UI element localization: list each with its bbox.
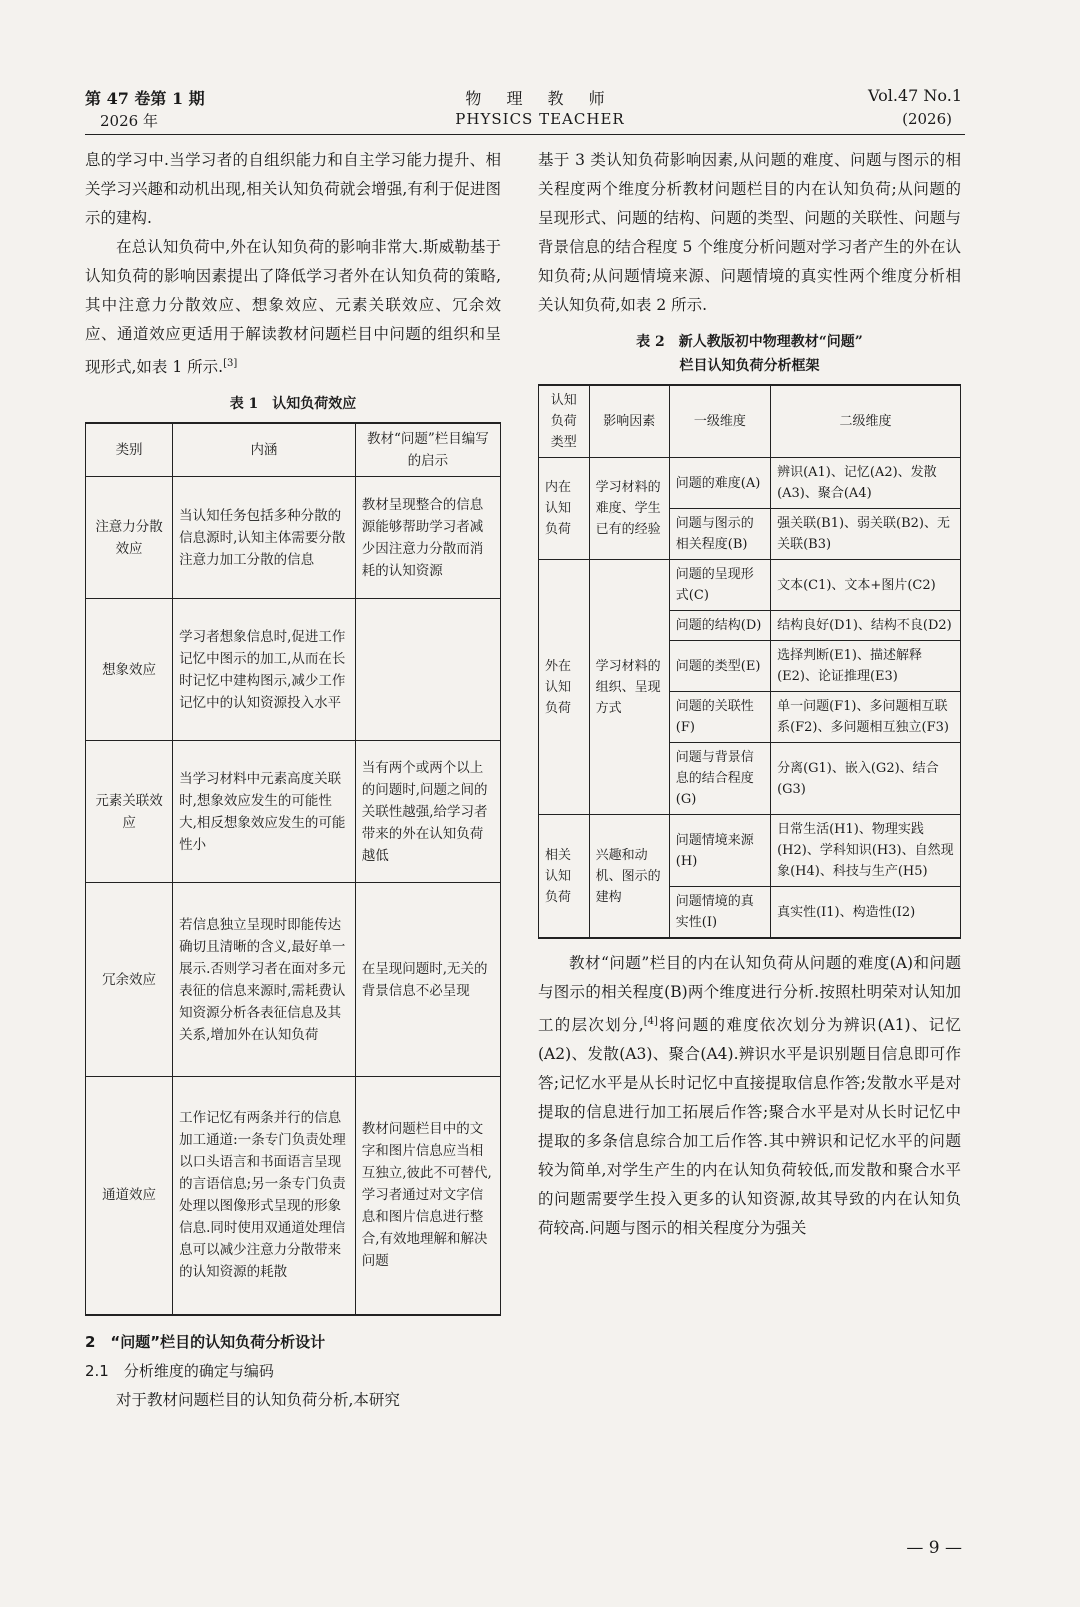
table-cell: 问题情境来源(H) (669, 815, 770, 887)
table-cell: 当认知任务包括多种分散的信息源时,认知主体需要分散注意力加工分散的信息 (173, 477, 356, 599)
table-row (86, 477, 501, 599)
table-cell: 当有两个或两个以上的问题时,问题之间的关联性越强,给学习者带来的外在认知负荷越低 (355, 741, 500, 883)
journal-title-cn: 物 理 教 师 (465, 89, 615, 108)
paragraph: 对于教材问题栏目的认知负荷分析,本研究 (116, 1390, 400, 1409)
paragraph: 教材“问题”栏目的内在认知负荷从问题的难度(A)和问题与图示的相关程度(B)两个维度进行分析.按照杜明荣对认知加工的层次划分,[4]将问题的难度依次划分为辨识(A1)、记忆(A2)、发散(A3)、聚合(A4).辨识水平是识别题目信息即可作答;记忆水平是从长时记忆中直接提取信息作答;发散水平是对提取的信息进行加工拓展后作答;聚合水平是对从长时记忆中提取的多条信息综合加工后作答.其中辨识和记忆水平的问题较为简单,对学生产生的内在认知负荷较低,而发散和聚合水平的问题需要学生投入更多的认知资源,故其导致的内在认知负荷较高.问题与图示的相关程度分为强关 (538, 954, 961, 1238)
left-column (85, 146, 501, 1415)
table-row (539, 815, 961, 887)
table-header-cell: 教材“问题”栏目编写的启示 (355, 423, 500, 477)
table-row (86, 883, 501, 1077)
table2-caption (538, 330, 961, 378)
paragraph: 基于 3 类认知负荷影响因素,从问题的难度、问题与图示的相关程度两个维度分析教材问题栏目的内在认知负荷;从问题的呈现形式、问题的结构、问题的类型、问题的关联性、问题与背景信息的结合程度 5 个维度分析问题对学习者产生的外在认知负荷;从问题情境来源、问题情境的真实性两个维度分析相关认知负荷,如表 2 所示. (538, 151, 961, 314)
citation: [4] (643, 1016, 658, 1027)
table-cell: 若信息独立呈现时即能传达确切且清晰的含义,最好单一展示.否则学习者在面对多元表征的信息来源时,需耗费认知资源分析各表征信息及其关系,增加外在认知负荷 (173, 883, 356, 1077)
year-en: (2026) (902, 110, 952, 128)
table-header-cell: 影响因素 (589, 385, 669, 458)
table1-caption: 表 1 认知负荷效应 (229, 396, 357, 413)
table-cell: 工作记忆有两条并行的信息加工通道:一条专门负责处理以口头语言和书面语言呈现的言语信息;另一条专门负责处理以图像形式呈现的形象信息.同时使用双通道处理信息可以减少注意力分散带来的认知资源的耗散 (173, 1077, 356, 1315)
table-cell: 问题的结构(D) (669, 611, 770, 641)
table-header-cell: 认知负荷类型 (539, 385, 590, 458)
table-cell: 当学习材料中元素高度关联时,想象效应发生的可能性大,相反想象效应发生的可能性小 (173, 741, 356, 883)
page-number: — 9 — (906, 1538, 962, 1558)
table-cell: 教材呈现整合的信息源能够帮助学习者减少因注意力分散而消耗的认知资源 (355, 477, 500, 599)
table-cell: 辨识(A1)、记忆(A2)、发散(A3)、聚合(A4) (771, 458, 961, 509)
citation: [3] (223, 358, 238, 369)
table-cell: 问题与图示的相关程度(B) (669, 509, 770, 560)
table2-caption-line: 栏目认知负荷分析框架 (679, 358, 820, 374)
table-cell: 问题的类型(E) (669, 641, 770, 692)
table-row (539, 458, 961, 509)
table-cell: 外在认知负荷 (539, 560, 590, 815)
table-header-row (86, 423, 501, 477)
table-cell: 在呈现问题时,无关的背景信息不必呈现 (355, 883, 500, 1077)
table-cell: 分离(G1)、嵌入(G2)、结合(G3) (771, 743, 961, 815)
table-row (86, 1077, 501, 1315)
table-cell: 兴趣和动机、图示的建构 (589, 815, 669, 939)
table-cell: 冗余效应 (86, 883, 173, 1077)
table-row (86, 599, 501, 741)
table-header-cell: 内涵 (173, 423, 356, 477)
table-cell: 教材问题栏目中的文字和图片信息应当相互独立,彼此不可替代,学习者通过对文字信息和图片信息进行整合,有效地理解和解决问题 (355, 1077, 500, 1315)
table-cell: 学习材料的难度、学生已有的经验 (589, 458, 669, 560)
table-cell: 结构良好(D1)、结构不良(D2) (771, 611, 961, 641)
table-cell: 文本(C1)、文本+图片(C2) (771, 560, 961, 611)
table-cell: 通道效应 (86, 1077, 173, 1315)
header-rule (85, 134, 965, 135)
table-cell: 真实性(I1)、构造性(I2) (771, 887, 961, 939)
year: 2026 年 (100, 112, 158, 130)
table-header-cell: 一级维度 (669, 385, 770, 458)
table-cell: 内在认知负荷 (539, 458, 590, 560)
subsection-heading: 2.1 分析维度的确定与编码 (85, 1361, 274, 1380)
table-cell: 问题与背景信息的结合程度(G) (669, 743, 770, 815)
volume-issue-en: Vol.47 No.1 (868, 86, 962, 105)
table-cell: 注意力分散效应 (86, 477, 173, 599)
table2 (538, 384, 961, 939)
table1 (85, 422, 501, 1316)
table-row (86, 741, 501, 883)
table-cell: 日常生活(H1)、物理实践(H2)、学科知识(H3)、自然现象(H4)、科技与生产(H5) (771, 815, 961, 887)
table-cell: 相关认知负荷 (539, 815, 590, 939)
running-header (0, 0, 1080, 140)
table-cell: 单一问题(F1)、多问题相互联系(F2)、多问题相互独立(F3) (771, 692, 961, 743)
table-header-cell: 类别 (86, 423, 173, 477)
table-cell: 问题的难度(A) (669, 458, 770, 509)
table-cell: 元素关联效应 (86, 741, 173, 883)
right-column (538, 146, 961, 1243)
table-cell (355, 599, 500, 741)
table-header-cell: 二级维度 (771, 385, 961, 458)
section-heading: 2 “问题”栏目的认知负荷分析设计 (85, 1332, 326, 1351)
table-cell: 问题的关联性(F) (669, 692, 770, 743)
table2-caption-line: 表 2 新人教版初中物理教材“问题” (636, 334, 863, 350)
table-cell: 想象效应 (86, 599, 173, 741)
table-cell: 强关联(B1)、弱关联(B2)、无关联(B3) (771, 509, 961, 560)
table-row (539, 560, 961, 611)
table-cell: 学习材料的组织、呈现方式 (589, 560, 669, 815)
journal-title-en: PHYSICS TEACHER (455, 110, 625, 128)
table-header-row (539, 385, 961, 458)
table-cell: 问题情境的真实性(I) (669, 887, 770, 939)
table-cell: 学习者想象信息时,促进工作记忆中图示的加工,从而在长时记忆中建构图示,减少工作记忆中的认知资源投入水平 (173, 599, 356, 741)
paragraph: 在总认知负荷中,外在认知负荷的影响非常大.斯威勒基于认知负荷的影响因素提出了降低学习者外在认知负荷的策略,其中注意力分散效应、想象效应、元素关联效应、冗余效应、通道效应更适用于解读教材问题栏目中问题的组织和呈现形式,如表 1 所示.[3] (85, 238, 501, 377)
table-cell: 选择判断(E1)、描述解释(E2)、论证推理(E3) (771, 641, 961, 692)
paragraph: 息的学习中.当学习者的自组织能力和自主学习能力提升、相关学习兴趣和动机出现,相关认知负荷就会增强,有利于促进图示的建构. (85, 151, 501, 227)
table-cell: 问题的呈现形式(C) (669, 560, 770, 611)
volume-issue: 第 47 卷第 1 期 (85, 89, 205, 108)
